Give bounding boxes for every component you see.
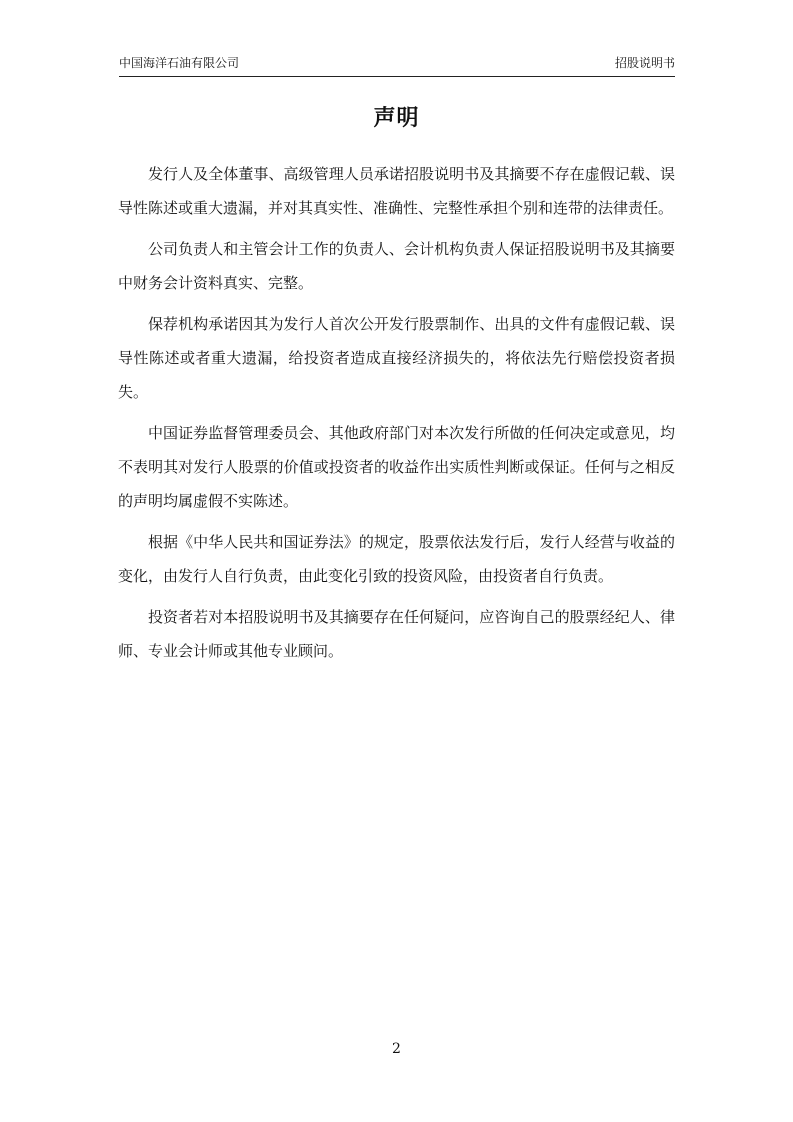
- page-title: 声明: [373, 106, 420, 131]
- paragraph-issuer-commitment: 发行人及全体董事、高级管理人员承诺招股说明书及其摘要不存在虚假记载、误导性陈述或重大遗漏，并对其真实性、准确性、完整性承担个别和连带的法律责任。: [118, 165, 675, 217]
- page-number: 2: [392, 1041, 401, 1057]
- header-company-name: 中国海洋石油有限公司: [119, 56, 240, 70]
- statement-body: [118, 157, 675, 675]
- paragraph-investor-advice: 投资者若对本招股说明书及其摘要存在任何疑问，应咨询自己的股票经纪人、律师、专业会计师或其他专业顾问。: [118, 608, 675, 660]
- paragraph-investment-risk: 根据《中华人民共和国证券法》的规定，股票依法发行后，发行人经营与收益的变化，由发行人自行负责，由此变化引致的投资风险，由投资者自行负责。: [118, 533, 675, 585]
- paragraph-sponsor-commitment: 保荐机构承诺因其为发行人首次公开发行股票制作、出具的文件有虚假记载、误导性陈述或者重大遗漏，给投资者造成直接经济损失的，将依法先行赔偿投资者损失。: [118, 315, 675, 401]
- header-document-title: 招股说明书: [614, 56, 675, 70]
- page-header: [119, 54, 675, 77]
- paragraph-regulator-disclaimer: 中国证券监督管理委员会、其他政府部门对本次发行所做的任何决定或意见，均不表明其对发行人股票的价值或投资者的收益作出实质性判断或保证。任何与之相反的声明均属虚假不实陈述。: [118, 424, 675, 510]
- paragraph-financial-accuracy: 公司负责人和主管会计工作的负责人、会计机构负责人保证招股说明书及其摘要中财务会计资料真实、完整。: [118, 240, 675, 292]
